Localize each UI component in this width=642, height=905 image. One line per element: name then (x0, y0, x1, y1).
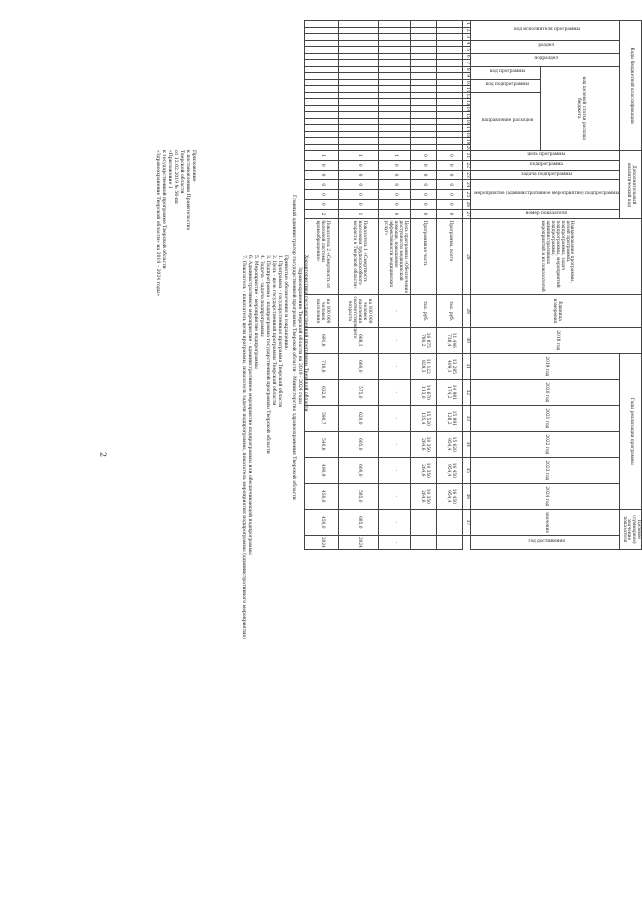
header-target: Целевое (суммарное) значение показателя (620, 509, 642, 549)
year-header: 2024 год (471, 483, 620, 509)
row-unit: на 100 000 человек населения (305, 295, 339, 328)
code-label: номер показателя (525, 210, 568, 216)
year-header: 2019 год (471, 353, 620, 379)
program-subtitle: Здравоохранение Тверской области на 2019 - 2024 годы (297, 267, 302, 404)
target-value-header: значение (471, 509, 620, 535)
row-year-value: 590,7 (305, 405, 339, 431)
column-number-row (463, 21, 471, 550)
column-number: 31 (463, 353, 471, 379)
column-number: 37 (463, 509, 471, 535)
row-unit: тыс. руб. (411, 295, 437, 328)
code-cell: 0 (437, 160, 463, 170)
row-base-value: 691,6 (305, 327, 339, 353)
code-cell: 0 (411, 180, 437, 190)
header-years: Годы реализации программы (620, 353, 642, 509)
row-unit: тыс. руб. (437, 295, 463, 328)
table-row (379, 21, 411, 550)
table-row (411, 21, 437, 550)
row-year-value: 14 981 174,2 (437, 379, 463, 405)
code-cell: 0 (437, 199, 463, 209)
column-number: 11 (463, 86, 471, 93)
target-year-header: год достижения (528, 538, 565, 544)
column-number: 3 (463, 34, 471, 41)
row-year-value: - (379, 353, 411, 379)
code-cell: 0 (339, 180, 379, 190)
column-number: 10 (463, 79, 471, 86)
code-cell: 0 (339, 170, 379, 180)
row-year-value: 490,9 (305, 457, 339, 483)
row-year-value: 660,0 (339, 353, 379, 379)
row-unit: - (379, 295, 411, 328)
row-year-value: 11 122 829,3 (411, 353, 437, 379)
column-number: 24 (463, 180, 471, 190)
row-year-value: 16 450 954,4 (437, 457, 463, 483)
table-row (305, 21, 339, 550)
row-unit: на 100 000 человек населения соответствующего возраста (339, 295, 379, 328)
row-year-value: - (379, 431, 411, 457)
code-label: подраздел (534, 56, 559, 62)
code-cell: 0 (379, 160, 411, 170)
row-year-value: - (379, 405, 411, 431)
row-target-year: 2024 (305, 535, 339, 549)
row-year-value: 620,0 (339, 405, 379, 431)
row-year-value: 15 620 954,4 (437, 431, 463, 457)
code-cell: 0 (437, 190, 463, 200)
code-cell: 0 (305, 199, 339, 209)
row-year-value: 14 670 113,0 (411, 379, 437, 405)
row-year-value: 10 350 264,6 (411, 457, 437, 483)
row-year-value: - (379, 483, 411, 509)
header-budget-sub: код целевой статьи расхода бюджета (541, 66, 620, 151)
appendix-line: от 12.02.2019 № 56-пп (173, 150, 178, 204)
row-year-value: 15 891 128,2 (437, 405, 463, 431)
row-name: Программная часть (411, 219, 437, 295)
row-year-value: 585,0 (339, 483, 379, 509)
code-cell: 0 (339, 160, 379, 170)
code-cell: 0 (437, 170, 463, 180)
legend-line: 5. Мероприятие - мероприятие подпрограммы (253, 255, 258, 369)
code-cell: 0 (339, 190, 379, 200)
code-cell: 0 (411, 151, 437, 161)
code-cell: 1 (305, 151, 339, 161)
column-number: 21 (463, 151, 471, 161)
code-cell: 0 (437, 151, 463, 161)
code-cell: 0 (437, 209, 463, 219)
code-cell: 0 (379, 170, 411, 180)
row-year-value: 10 350 264,6 (411, 431, 437, 457)
program-title: Характеристика государственной программы Тверской области (303, 255, 308, 412)
appendix-line: «Здравоохранение Тверской области» на 2019 – 2024 годы» (155, 150, 160, 297)
year-header: 2021 год (471, 405, 620, 431)
row-year-value: 16 450 954,4 (437, 483, 463, 509)
column-number: 28 (463, 219, 471, 295)
column-number: 22 (463, 160, 471, 170)
legend-line: 2. Цель - цель государственной программы Тверской области (271, 255, 276, 406)
legend-line: 4. Задача - задача подпрограммы (259, 255, 264, 337)
legend-line: Принятые обозначения и сокращения: (283, 255, 288, 351)
appendix-line: Приложение (191, 150, 196, 182)
legend-line: 6. Административное мероприятие - административное мероприятие подпрограммы или обеспечивающей подпрограммы (247, 255, 252, 555)
row-year-value: - (379, 379, 411, 405)
row-base-value: 11 446 738,4 (437, 327, 463, 353)
characteristics-table-wrapper (312, 20, 642, 550)
header-name: Наименование программы, целей программы, подпрограммы, задач подпрограммы, мероприятий подпрограммы, административных мероприятий и их показателей (471, 219, 642, 295)
code-cell (437, 144, 463, 151)
column-number: 23 (463, 170, 471, 180)
code-cell: 0 (411, 190, 437, 200)
row-target-value: - (379, 509, 411, 535)
row-target-value (437, 509, 463, 535)
row-target-value (411, 509, 437, 535)
column-number: 6 (463, 53, 471, 60)
row-year-value: 540,6 (305, 431, 339, 457)
column-number: 19 (463, 138, 471, 145)
code-cell (339, 144, 379, 151)
code-label: подпрограмма (530, 161, 564, 167)
column-number: 17 (463, 125, 471, 132)
characteristics-table (304, 20, 642, 550)
row-base-value: 10 875 780,2 (411, 327, 437, 353)
appendix-line: Тверской области (179, 150, 184, 194)
code-label: направление расходов (481, 117, 534, 123)
column-number: 20 (463, 144, 471, 151)
code-label: мероприятие (административное мероприятие) подпрограммы (474, 191, 619, 197)
header-base-year: 2018 год (471, 327, 642, 353)
code-cell: 2 (305, 209, 339, 219)
code-label: задача подпрограммы (521, 171, 573, 177)
header-unit: Единица измерения (471, 295, 642, 328)
row-year-value: 15 520 135,4 (411, 405, 437, 431)
code-cell: 0 (411, 199, 437, 209)
code-label: раздел (538, 43, 555, 49)
legend-line: 1. Программа - государственная программа Тверской области (277, 255, 282, 408)
column-number: 9 (463, 73, 471, 80)
column-number: 14 (463, 105, 471, 112)
row-year-value: - (379, 457, 411, 483)
code-cell: 0 (379, 199, 411, 209)
code-cell: 0 (379, 190, 411, 200)
column-number: 35 (463, 457, 471, 483)
column-number: 13 (463, 99, 471, 106)
table-row (339, 21, 379, 550)
code-cell: 1 (339, 209, 379, 219)
column-number: 33 (463, 405, 471, 431)
row-target-year (411, 535, 437, 549)
row-target-year: - (379, 535, 411, 549)
appendix-line: «Приложение 1 (167, 150, 172, 189)
year-header: 2020 год (471, 379, 620, 405)
code-cell: 0 (411, 209, 437, 219)
code-cell: 0 (379, 209, 411, 219)
code-label: код исполнителя программы (513, 26, 580, 32)
code-cell (411, 144, 437, 151)
column-number: 32 (463, 379, 471, 405)
code-label: код подпрограммы (485, 82, 529, 88)
row-name: Показатель 2 «Смертность от болезней системы кровообращения» (305, 219, 339, 295)
column-number: 12 (463, 92, 471, 99)
column-number: 27 (463, 209, 471, 219)
code-cell: 0 (305, 160, 339, 170)
row-target-value: 450,0 (305, 509, 339, 535)
column-number: 7 (463, 60, 471, 67)
column-number: 25 (463, 190, 471, 200)
column-number: 1 (463, 21, 471, 28)
row-year-value: 575,0 (339, 379, 379, 405)
appendix-line: к государственной программе Тверской области (161, 150, 166, 269)
row-year-value: 13 285 409,1 (437, 353, 463, 379)
column-number: 34 (463, 431, 471, 457)
row-name: Программа, всего (437, 219, 463, 295)
header-extra-code: Дополнительный аналитический код (620, 151, 642, 219)
column-number: 2 (463, 27, 471, 34)
column-number: 30 (463, 327, 471, 353)
column-number: 5 (463, 47, 471, 54)
column-number: 36 (463, 483, 471, 509)
code-cell: 0 (305, 170, 339, 180)
year-header: 2023 год (471, 457, 620, 483)
column-number: 16 (463, 118, 471, 125)
code-label: цель программы (527, 152, 566, 158)
program-admin: Главный администратор государственной программы Тверской области - Министерство здравоохранения Тверской области (291, 195, 296, 500)
legend-line: 3. Подпрограмма - подпрограмма государственной программы Тверской области (265, 255, 270, 454)
appendix-line: к постановлению Правительства (185, 150, 190, 231)
row-year-value: 632,6 (305, 379, 339, 405)
row-target-value: 685,0 (339, 509, 379, 535)
row-target-year: 2024 (339, 535, 379, 549)
header-budget-code: Коды бюджетной классификации (620, 21, 642, 151)
code-cell: 0 (411, 160, 437, 170)
code-cell (305, 144, 339, 151)
legend-line: 7. Показатель - показатель цели программы, показатель задачи подпрограммы, показатель мероприятия подпрограммы (административного мероприятия) (241, 255, 246, 639)
year-header: 2022 год (471, 431, 620, 457)
column-number: 8 (463, 66, 471, 73)
code-cell: 0 (305, 180, 339, 190)
row-base-value: - (379, 327, 411, 353)
column-number: 15 (463, 112, 471, 119)
column-number: 26 (463, 199, 471, 209)
column-number: 18 (463, 131, 471, 138)
row-year-value: 605,0 (339, 431, 379, 457)
table-row (437, 21, 463, 550)
row-year-value: 600,0 (339, 457, 379, 483)
column-number: 29 (463, 295, 471, 328)
row-name: Показатель 1 «Смертность населения трудоспособного возраста в Тверской области» (339, 219, 379, 295)
code-cell: 1 (339, 151, 379, 161)
code-cell (379, 144, 411, 151)
code-label: код программы (489, 69, 525, 75)
row-year-value: 10 350 264,6 (411, 483, 437, 509)
code-cell: 0 (437, 180, 463, 190)
code-cell: 1 (379, 151, 411, 161)
page-number: 2 (98, 451, 108, 458)
row-year-value: 450,0 (305, 483, 339, 509)
row-base-value: 668,1 (339, 327, 379, 353)
code-cell: 0 (379, 180, 411, 190)
column-number: 4 (463, 40, 471, 47)
code-cell: 0 (339, 199, 379, 209)
row-target-year (437, 535, 463, 549)
row-year-value: 716,6 (305, 353, 339, 379)
code-cell: 0 (305, 190, 339, 200)
code-cell: 0 (411, 170, 437, 180)
row-name: Цель программы «Обеспечение доступности медицинской помощи, повышение эффективности медицинских услуг» (379, 219, 411, 295)
